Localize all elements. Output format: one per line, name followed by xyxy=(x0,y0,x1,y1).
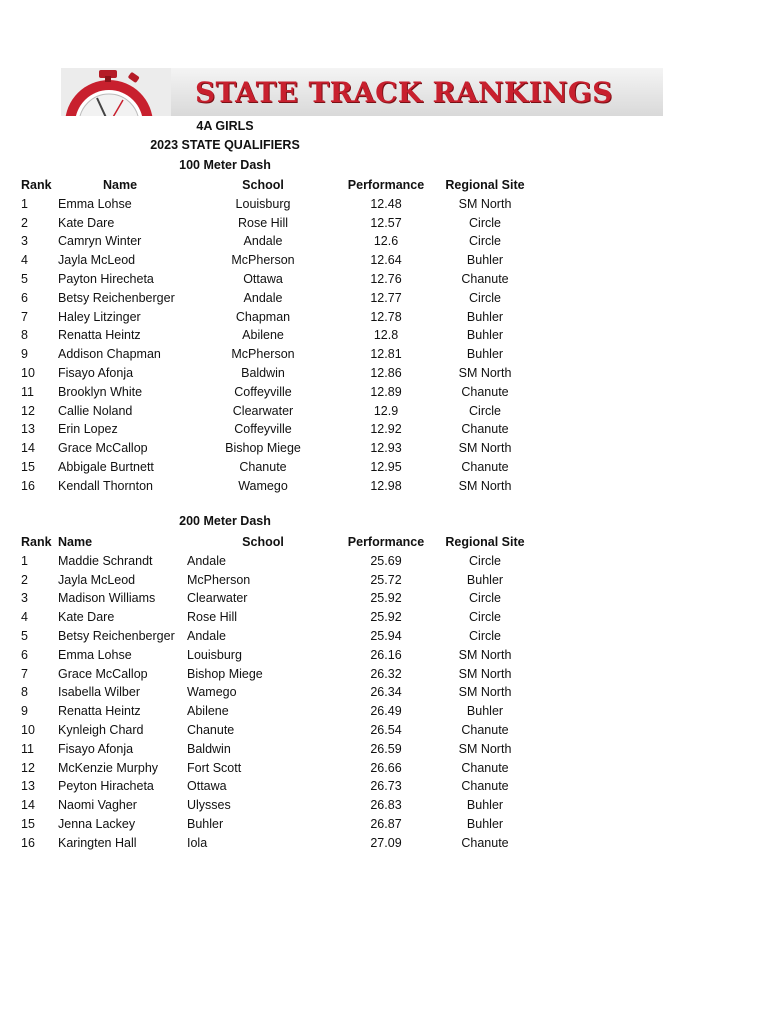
table-row xyxy=(0,721,768,739)
cell-regional-site: Buhler xyxy=(466,704,504,718)
event-title-200m: 200 Meter Dash xyxy=(179,514,271,528)
cell-name: Naomi Vagher xyxy=(58,798,137,812)
cell-school: McPherson xyxy=(231,347,295,361)
cell-regional-site: Chanute xyxy=(461,779,509,793)
cell-school: Andale xyxy=(187,629,226,643)
table-row xyxy=(0,777,768,795)
cell-rank: 1 xyxy=(21,554,28,568)
cell-regional-site: Chanute xyxy=(461,460,509,474)
cell-school: Chanute xyxy=(187,723,235,737)
cell-rank: 2 xyxy=(21,573,28,587)
cell-performance: 26.16 xyxy=(370,648,402,662)
table-row xyxy=(0,646,768,664)
table-row xyxy=(0,326,768,344)
table-row xyxy=(0,439,768,457)
cell-school: Andale xyxy=(187,554,226,568)
header-performance: Performance xyxy=(347,178,425,192)
cell-performance: 12.64 xyxy=(370,253,402,267)
table-row xyxy=(0,195,768,213)
header-rank: Rank xyxy=(21,535,52,549)
cell-performance: 26.59 xyxy=(370,742,402,756)
table-row xyxy=(0,364,768,382)
cell-performance: 12.81 xyxy=(370,347,402,361)
cell-regional-site: Circle xyxy=(469,610,501,624)
cell-rank: 15 xyxy=(21,460,35,474)
cell-regional-site: Circle xyxy=(469,291,501,305)
header-regional-site: Regional Site xyxy=(445,178,525,192)
cell-school: Coffeyville xyxy=(234,385,292,399)
cell-regional-site: Circle xyxy=(469,629,501,643)
cell-rank: 3 xyxy=(21,591,28,605)
cell-name: Fisayo Afonja xyxy=(58,366,134,380)
cell-regional-site: Buhler xyxy=(466,817,504,831)
cell-rank: 8 xyxy=(21,328,28,342)
cell-name: Peyton Hiracheta xyxy=(58,779,154,793)
cell-performance: 26.73 xyxy=(370,779,402,793)
cell-regional-site: Buhler xyxy=(466,798,504,812)
cell-school: Louisburg xyxy=(187,648,242,662)
cell-school: Wamego xyxy=(238,479,288,493)
cell-performance: 25.69 xyxy=(370,554,402,568)
table-row xyxy=(0,702,768,720)
cell-performance: 12.95 xyxy=(370,460,402,474)
cell-name: Haley Litzinger xyxy=(58,310,141,324)
cell-name: Kendall Thornton xyxy=(58,479,153,493)
cell-rank: 15 xyxy=(21,817,35,831)
cell-school: Clearwater xyxy=(187,591,248,605)
cell-performance: 12.76 xyxy=(370,272,402,286)
stopwatch-icon xyxy=(61,68,171,116)
table-row xyxy=(0,345,768,363)
cell-rank: 6 xyxy=(21,291,28,305)
cell-name: Brooklyn White xyxy=(58,385,143,399)
cell-school: McPherson xyxy=(187,573,251,587)
table-row xyxy=(0,815,768,833)
cell-school: Wamego xyxy=(187,685,237,699)
table-row xyxy=(0,270,768,288)
cell-regional-site: Chanute xyxy=(461,422,509,436)
banner-title: STATE TRACK RANKINGS xyxy=(195,76,613,109)
class-heading: 4A GIRLS xyxy=(196,119,254,133)
cell-regional-site: Chanute xyxy=(461,385,509,399)
cell-performance: 26.54 xyxy=(370,723,402,737)
table-row xyxy=(0,420,768,438)
cell-performance: 25.92 xyxy=(370,610,402,624)
cell-regional-site: SM North xyxy=(458,648,512,662)
table-row xyxy=(0,477,768,495)
table-row xyxy=(0,214,768,232)
table-row xyxy=(0,251,768,269)
cell-regional-site: Buhler xyxy=(466,253,504,267)
event-title-100m: 100 Meter Dash xyxy=(179,158,271,172)
cell-performance: 12.93 xyxy=(370,441,402,455)
cell-rank: 9 xyxy=(21,347,28,361)
cell-name: Renatta Heintz xyxy=(58,704,141,718)
table-row xyxy=(0,665,768,683)
cell-name: McKenzie Murphy xyxy=(58,761,159,775)
cell-regional-site: Buhler xyxy=(466,347,504,361)
cell-name: Jayla McLeod xyxy=(58,573,136,587)
cell-regional-site: SM North xyxy=(458,441,512,455)
cell-regional-site: Buhler xyxy=(466,310,504,324)
cell-rank: 14 xyxy=(21,441,35,455)
cell-name: Erin Lopez xyxy=(58,422,118,436)
cell-name: Payton Hirecheta xyxy=(58,272,154,286)
cell-rank: 6 xyxy=(21,648,28,662)
cell-regional-site: Chanute xyxy=(461,761,509,775)
cell-school: McPherson xyxy=(231,253,295,267)
table-row xyxy=(0,383,768,401)
table-row xyxy=(0,552,768,570)
cell-school: Bishop Miege xyxy=(187,667,263,681)
cell-performance: 12.98 xyxy=(370,479,402,493)
cell-school: Coffeyville xyxy=(234,422,292,436)
header-regional-site: Regional Site xyxy=(445,535,525,549)
table-row xyxy=(0,402,768,420)
cell-rank: 14 xyxy=(21,798,35,812)
cell-name: Jayla McLeod xyxy=(58,253,136,267)
header-school: School xyxy=(242,535,284,549)
cell-performance: 12.77 xyxy=(370,291,402,305)
header-performance: Performance xyxy=(347,535,425,549)
cell-rank: 10 xyxy=(21,723,35,737)
cell-performance: 12.57 xyxy=(370,216,402,230)
cell-rank: 4 xyxy=(21,610,28,624)
banner xyxy=(61,68,663,116)
table-row xyxy=(0,308,768,326)
cell-regional-site: SM North xyxy=(458,479,512,493)
cell-school: Chanute xyxy=(239,460,287,474)
cell-name: Kynleigh Chard xyxy=(58,723,144,737)
cell-performance: 26.32 xyxy=(370,667,402,681)
cell-name: Emma Lohse xyxy=(58,197,132,211)
cell-name: Karingten Hall xyxy=(58,836,137,850)
cell-rank: 7 xyxy=(21,667,28,681)
cell-rank: 16 xyxy=(21,836,35,850)
cell-regional-site: Buhler xyxy=(466,573,504,587)
cell-school: Baldwin xyxy=(187,742,231,756)
cell-name: Betsy Reichenberger xyxy=(58,291,175,305)
cell-rank: 11 xyxy=(21,742,34,756)
cell-rank: 11 xyxy=(21,385,34,399)
cell-performance: 12.48 xyxy=(370,197,402,211)
cell-rank: 13 xyxy=(21,779,35,793)
cell-performance: 12.9 xyxy=(373,404,399,418)
table-row xyxy=(0,740,768,758)
cell-school: Fort Scott xyxy=(187,761,242,775)
cell-name: Jenna Lackey xyxy=(58,817,136,831)
cell-performance: 12.92 xyxy=(370,422,402,436)
cell-performance: 12.8 xyxy=(373,328,399,342)
cell-performance: 25.92 xyxy=(370,591,402,605)
cell-regional-site: Chanute xyxy=(461,272,509,286)
table-header xyxy=(0,533,768,551)
cell-name: Callie Noland xyxy=(58,404,133,418)
table-row xyxy=(0,608,768,626)
cell-performance: 12.6 xyxy=(373,234,399,248)
cell-rank: 13 xyxy=(21,422,35,436)
cell-regional-site: SM North xyxy=(458,685,512,699)
table-row xyxy=(0,571,768,589)
cell-rank: 12 xyxy=(21,404,35,418)
table-row xyxy=(0,458,768,476)
table-row xyxy=(0,289,768,307)
table-header xyxy=(0,176,768,194)
cell-name: Kate Dare xyxy=(58,610,115,624)
cell-school: Iola xyxy=(187,836,208,850)
subtitle-heading: 2023 STATE QUALIFIERS xyxy=(150,138,300,152)
cell-name: Grace McCallop xyxy=(58,667,148,681)
cell-regional-site: Buhler xyxy=(466,328,504,342)
cell-rank: 5 xyxy=(21,272,28,286)
cell-school: Abilene xyxy=(187,704,229,718)
cell-school: Baldwin xyxy=(241,366,285,380)
cell-regional-site: Circle xyxy=(469,554,501,568)
table-row xyxy=(0,796,768,814)
cell-regional-site: SM North xyxy=(458,366,512,380)
cell-regional-site: SM North xyxy=(458,742,512,756)
header-rank: Rank xyxy=(21,178,52,192)
cell-school: Ottawa xyxy=(187,779,227,793)
cell-rank: 10 xyxy=(21,366,35,380)
cell-regional-site: SM North xyxy=(458,667,512,681)
cell-regional-site: SM North xyxy=(458,197,512,211)
table-row xyxy=(0,683,768,701)
cell-school: Abilene xyxy=(242,328,284,342)
cell-school: Ottawa xyxy=(243,272,283,286)
cell-name: Fisayo Afonja xyxy=(58,742,134,756)
header-name: Name xyxy=(58,535,93,549)
cell-performance: 12.89 xyxy=(370,385,402,399)
cell-performance: 25.94 xyxy=(370,629,402,643)
cell-rank: 1 xyxy=(21,197,28,211)
cell-performance: 26.87 xyxy=(370,817,402,831)
cell-school: Buhler xyxy=(187,817,224,831)
cell-regional-site: Circle xyxy=(469,591,501,605)
cell-school: Rose Hill xyxy=(237,216,289,230)
cell-rank: 8 xyxy=(21,685,28,699)
cell-regional-site: Circle xyxy=(469,216,501,230)
cell-regional-site: Circle xyxy=(469,234,501,248)
cell-performance: 12.78 xyxy=(370,310,402,324)
cell-performance: 12.86 xyxy=(370,366,402,380)
cell-regional-site: Chanute xyxy=(461,836,509,850)
header-school: School xyxy=(242,178,284,192)
cell-performance: 25.72 xyxy=(370,573,402,587)
cell-rank: 9 xyxy=(21,704,28,718)
cell-rank: 12 xyxy=(21,761,35,775)
cell-school: Andale xyxy=(243,291,283,305)
cell-performance: 26.83 xyxy=(370,798,402,812)
cell-regional-site: Chanute xyxy=(461,723,509,737)
cell-regional-site: Circle xyxy=(469,404,501,418)
cell-name: Camryn Winter xyxy=(58,234,142,248)
table-row xyxy=(0,759,768,777)
cell-name: Isabella Wilber xyxy=(58,685,140,699)
cell-school: Bishop Miege xyxy=(225,441,301,455)
cell-name: Kate Dare xyxy=(58,216,115,230)
cell-school: Chapman xyxy=(235,310,291,324)
cell-school: Louisburg xyxy=(235,197,291,211)
cell-performance: 26.34 xyxy=(370,685,402,699)
table-row xyxy=(0,232,768,250)
cell-name: Betsy Reichenberger xyxy=(58,629,175,643)
table-row xyxy=(0,834,768,852)
cell-name: Addison Chapman xyxy=(58,347,161,361)
cell-rank: 4 xyxy=(21,253,28,267)
table-row xyxy=(0,627,768,645)
table-row xyxy=(0,589,768,607)
cell-name: Emma Lohse xyxy=(58,648,132,662)
cell-rank: 16 xyxy=(21,479,35,493)
cell-rank: 7 xyxy=(21,310,28,324)
cell-name: Grace McCallop xyxy=(58,441,148,455)
cell-school: Clearwater xyxy=(232,404,294,418)
cell-school: Ulysses xyxy=(187,798,231,812)
cell-performance: 26.66 xyxy=(370,761,402,775)
cell-rank: 3 xyxy=(21,234,28,248)
cell-name: Maddie Schrandt xyxy=(58,554,153,568)
header-name: Name xyxy=(102,178,138,192)
cell-name: Madison Williams xyxy=(58,591,156,605)
cell-school: Rose Hill xyxy=(187,610,238,624)
cell-rank: 2 xyxy=(21,216,28,230)
cell-performance: 26.49 xyxy=(370,704,402,718)
cell-name: Abbigale Burtnett xyxy=(58,460,154,474)
cell-rank: 5 xyxy=(21,629,28,643)
cell-name: Renatta Heintz xyxy=(58,328,141,342)
cell-school: Andale xyxy=(243,234,283,248)
cell-performance: 27.09 xyxy=(370,836,402,850)
